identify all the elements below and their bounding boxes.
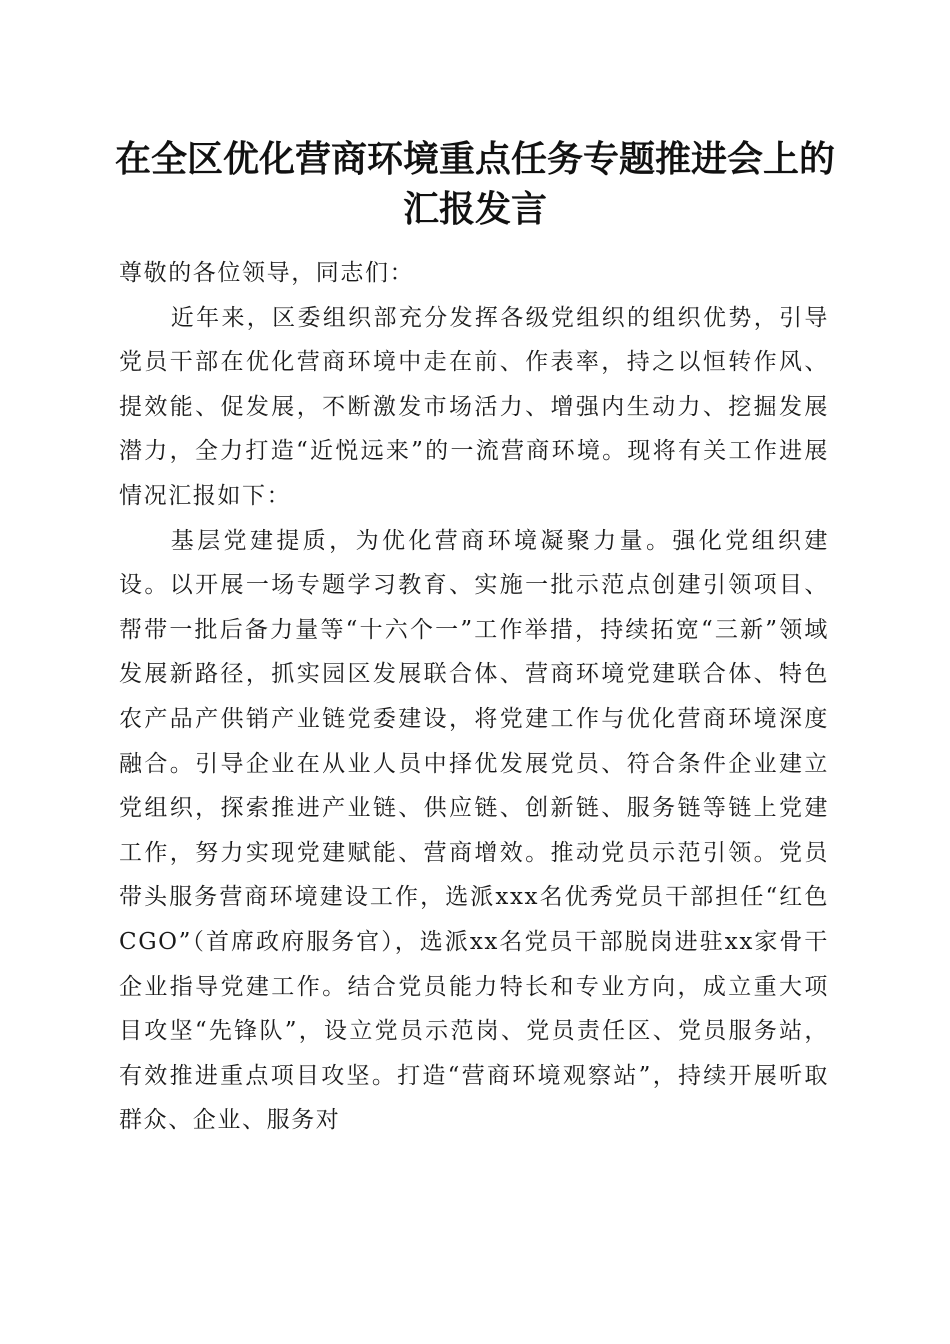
paragraph-intro: 近年来，区委组织部充分发挥各级党组织的组织优势，引导党员干部在优化营商环境中走在前、作表率，持之以恒转作风、提效能、促发展，不断激发市场活力、增强内生动力、挖掘发展潜力，全力打造“近悦远来”的一流营商环境。现将有关工作进展情况汇报如下： (119, 304, 829, 509)
salutation: 尊敬的各位领导，同志们： (119, 260, 415, 286)
title-line-2: 汇报发言 (402, 188, 547, 230)
document-title (100, 134, 850, 234)
document-body (119, 251, 829, 1143)
title-line-1: 在全区优化营商环境重点任务专题推进会上的 (114, 138, 835, 180)
paragraph-party-building: 基层党建提质，为优化营商环境凝聚力量。强化党组织建设。以开展一场专题学习教育、实施一批示范点创建引领项目、帮带一批后备力量等“十六个一”工作举措，持续拓宽“三新”领域发展新路径，抓实园区发展联合体、营商环境党建联合体、特色农产品产供销产业链党委建设，将党建工作与优化营商环境深度融合。引导企业在从业人员中择优发展党员、符合条件企业建立党组织，探索推进产业链、供应链、创新链、服务链等链上党建工作，努力实现党建赋能、营商增效。推动党员示范引领。党员带头服务营商环境建设工作，选派xxx名优秀党员干部担任“红色CGO”（首席政府服务官），选派xx名党员干部脱岗进驻xx家骨干企业指导党建工作。结合党员能力特长和专业方向，成立重大项目攻坚“先锋队”，设立党员示范岗、党员责任区、党员服务站，有效推进重点项目攻坚。打造“营商环境观察站”，持续开展听取群众、企业、服务对 (119, 527, 829, 1134)
